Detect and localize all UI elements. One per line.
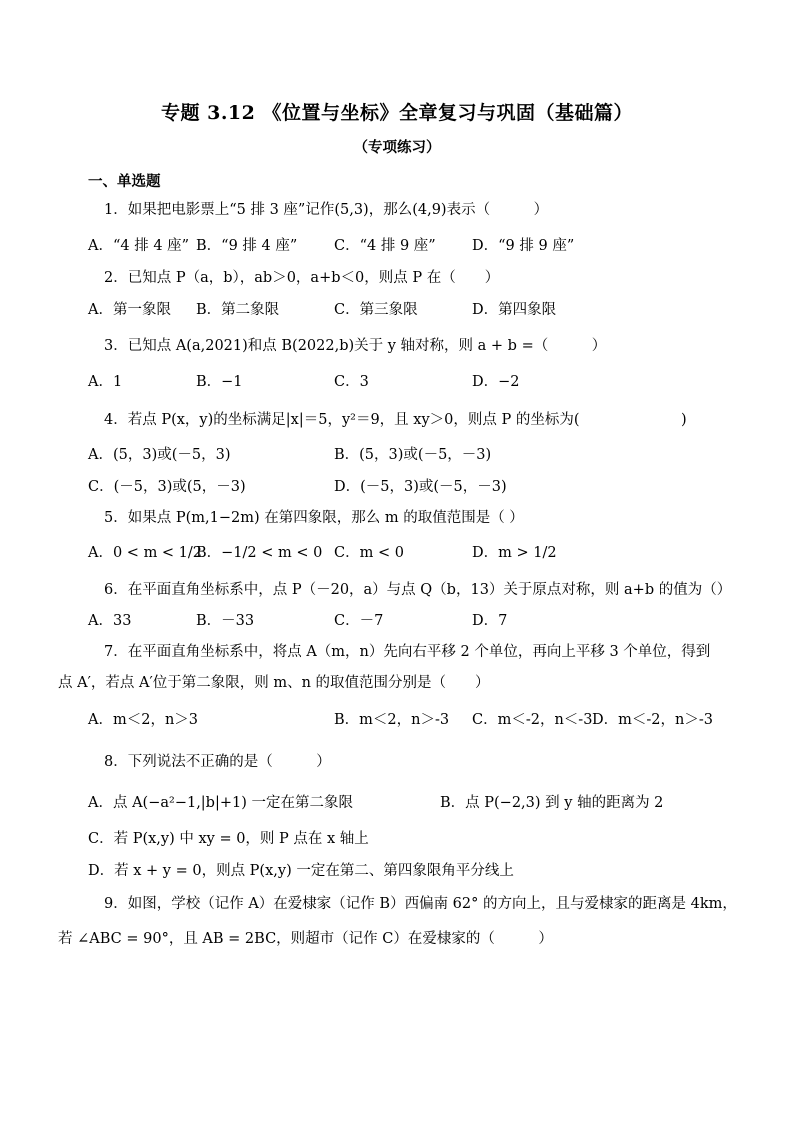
question-3-option-b: B．−1 xyxy=(196,374,243,390)
question-6-option-a: A．33 xyxy=(88,613,132,629)
question-6-option-c: C．－7 xyxy=(334,613,384,629)
question-1-option-a: A．“4 排 4 座” xyxy=(88,238,190,254)
question-5-option-d: D．m > 1/2 xyxy=(472,545,557,561)
question-2-option-a: A．第一象限 xyxy=(88,302,171,318)
question-2-option-c: C．第三象限 xyxy=(334,302,418,318)
question-8-option-c: C．若 P(x,y) 中 xy = 0，则 P 点在 x 轴上 xyxy=(88,831,369,847)
question-8-stem: 8．下列说法不正确的是（ ） xyxy=(104,754,331,770)
question-3-option-c: C．3 xyxy=(334,374,369,390)
question-5-stem: 5．如果点 P(m,1−2m) 在第四象限，那么 m 的取值范围是（ ） xyxy=(104,510,524,526)
document-subtitle: （专项练习） xyxy=(353,139,441,156)
question-4-option-b: B．(5，3)或(－5，－3) xyxy=(334,447,492,463)
question-5-option-a: A．0 < m < 1/2 xyxy=(88,545,203,561)
question-3-option-d: D．−2 xyxy=(472,374,520,390)
document-title: 专题 3.12 《位置与坐标》全章复习与巩固（基础篇） xyxy=(160,102,633,124)
question-7-option-b: B．m＜2，n＞-3 xyxy=(334,712,450,728)
question-1-option-c: C．“4 排 9 座” xyxy=(334,238,436,254)
question-6-stem: 6．在平面直角坐标系中，点 P（－20，a）与点 Q（b，13）关于原点对称，则 a+b 的值为（） xyxy=(104,582,732,598)
question-2-option-b: B．第二象限 xyxy=(196,302,280,318)
question-3-stem: 3．已知点 A(a,2021)和点 B(2022,b)关于 y 轴对称，则 a + b =（ ） xyxy=(104,338,607,354)
question-7-stem-line-2: 点 A′，若点 A′位于第二象限，则 m、n 的取值范围分别是（ ） xyxy=(58,675,490,691)
question-4-option-d: D．(－5，3)或(－5，－3) xyxy=(334,479,507,495)
question-4-stem: 4．若点 P(x，y)的坐标满足|x|＝5，y²＝9，且 xy＞0，则点 P 的坐标为( ) xyxy=(104,412,687,428)
question-1-stem: 1．如果把电影票上“5 排 3 座”记作(5,3)，那么(4,9)表示（ ） xyxy=(104,202,549,218)
question-3-option-a: A．1 xyxy=(88,374,123,390)
question-4-option-c: C．(－5，3)或(5，－3) xyxy=(88,479,246,495)
question-8-option-b: B．点 P(−2,3) 到 y 轴的距离为 2 xyxy=(440,795,664,811)
question-1-option-b: B．“9 排 4 座” xyxy=(196,238,298,254)
question-9-stem-line-1: 9．如图，学校（记作 A）在爱棣家（记作 B）西偏南 62° 的方向上，且与爱棣家的距离是 4km， xyxy=(104,896,737,912)
question-7-option-c: C．m＜-2，n＜-3 xyxy=(472,712,593,728)
question-7-option-d: D．m＜-2，n＞-3 xyxy=(592,712,713,728)
question-7-option-a: A．m＜2，n＞3 xyxy=(88,712,199,728)
question-5-option-c: C．m < 0 xyxy=(334,545,404,561)
question-4-option-a: A．(5，3)或(－5，3) xyxy=(88,447,231,463)
question-8-option-a: A．点 A(−a²−1,|b|+1) 一定在第二象限 xyxy=(88,795,353,811)
question-8-option-d: D．若 x + y = 0，则点 P(x,y) 一定在第二、第四象限角平分线上 xyxy=(88,863,514,879)
question-1-option-d: D．“9 排 9 座” xyxy=(472,238,575,254)
question-6-option-d: D．7 xyxy=(472,613,508,629)
question-6-option-b: B．－33 xyxy=(196,613,255,629)
question-5-option-b: B．−1/2 < m < 0 xyxy=(196,545,323,561)
question-9-stem-line-2: 若 ∠ABC = 90°，且 AB = 2BC，则超市（记作 C）在爱棣家的（ ） xyxy=(58,931,553,947)
question-2-stem: 2．已知点 P（a，b），ab＞0，a+b＜0，则点 P 在（ ） xyxy=(104,270,500,286)
question-2-option-d: D．第四象限 xyxy=(472,302,557,318)
section-heading: 一、单选题 xyxy=(88,173,161,190)
question-7-stem-line-1: 7．在平面直角坐标系中，将点 A（m，n）先向右平移 2 个单位，再向上平移 3 个单位，得到 xyxy=(104,644,711,660)
